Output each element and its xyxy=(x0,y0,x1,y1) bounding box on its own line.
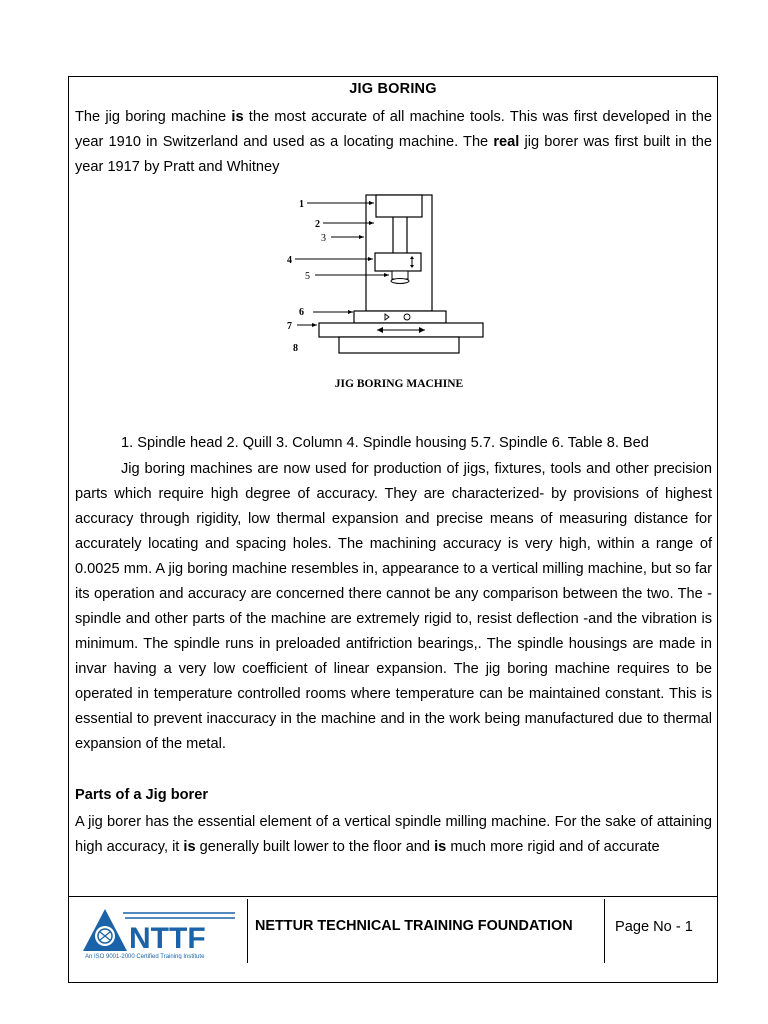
spindle-head-shape xyxy=(376,195,422,217)
main-paragraph-text: Jig boring machines are now used for production of jigs, fixtures, tools and other precision parts which require high degree of accuracy. They are characterized- by provisions of highest accuracy through rigidity, low thermal expansion and precise means of measuring distance for accurately locating and spacing holes. The machining accuracy is very high, within a range of 0.0025 mm. A jig boring machine resembles in, appearance to a vertical milling machine, but so far its operation and accuracy are concerned there cannot be any comparison between the two. The -spindle and other parts of the machine are extremely rigid to, resist deflection -and the vibration is minimum. The spindle runs in preloaded antifriction bearings,. The spindle housings are made in invar having a very low coefficient of linear expansion. The jig boring machine requires to be operated in temperature controlled rooms where temperature can be maintained constant. This is essential to prevent inaccuracy in the machine and in the work being manufactured due to thermal expansion of the metal. xyxy=(75,461,712,752)
parts-text-2: generally built lower to the floor and xyxy=(195,839,435,855)
jig-boring-machine-diagram xyxy=(279,193,499,393)
document-page xyxy=(68,76,718,983)
footer-divider xyxy=(69,896,717,897)
spindle-housing-shape xyxy=(375,253,421,271)
parts-text-3: much more rigid and of accurate xyxy=(446,839,660,855)
nttf-logo xyxy=(79,903,239,959)
figure-label-4: 4 xyxy=(287,255,292,266)
figure-label-2: 2 xyxy=(315,219,320,230)
intro-text-3: jig borer was first built in the year 1917 by Pratt and Whitney xyxy=(75,134,712,175)
figure-label-8: 8 xyxy=(293,343,298,354)
parts-bold-2: is xyxy=(434,839,447,855)
parts-heading: Parts of a Jig borer xyxy=(75,787,209,803)
figure-label-5: 5 xyxy=(305,271,310,282)
parts-bold-1: is xyxy=(183,839,196,855)
intro-text-2: the most accurate of all machine tools. This was first developed in the year 1910 in Switzerland and used as a locating machine. The xyxy=(75,109,712,150)
figure-label-6: 6 xyxy=(299,307,304,318)
intro-text-1: The jig boring machine xyxy=(75,109,232,125)
figure-label-7: 7 xyxy=(287,321,292,332)
logo-tagline: An ISO 9001-2000 Certified Training Institute xyxy=(85,954,205,959)
page-number: Page No - 1 xyxy=(615,919,693,935)
intro-bold-1: is xyxy=(231,109,244,125)
footer-divider-left xyxy=(247,899,248,963)
parts-text-1: A jig borer has the essential element of a vertical spindle milling machine. For the sake of attaining high accuracy, it xyxy=(75,814,712,855)
intro-bold-2: real xyxy=(493,134,520,150)
figure-label-1: 1 xyxy=(299,199,304,210)
parts-paragraph xyxy=(75,810,712,860)
footer xyxy=(69,899,717,963)
intro-paragraph xyxy=(75,105,712,180)
footer-divider-right xyxy=(604,899,605,963)
page-title: JIG BORING xyxy=(349,81,437,97)
main-paragraph xyxy=(75,457,712,757)
table-shape xyxy=(354,311,446,323)
logo-wordmark: NTTF xyxy=(129,922,206,955)
figure-caption: JIG BORING MACHINE xyxy=(334,378,464,390)
parts-list: 1. Spindle head 2. Quill 3. Column 4. Spindle housing 5.7. Spindle 6. Table 8. Bed xyxy=(121,435,649,451)
foundation-name: NETTUR TECHNICAL TRAINING FOUNDATION xyxy=(255,918,573,934)
bed-shape xyxy=(339,337,459,353)
figure-label-3: 3 xyxy=(321,233,326,244)
